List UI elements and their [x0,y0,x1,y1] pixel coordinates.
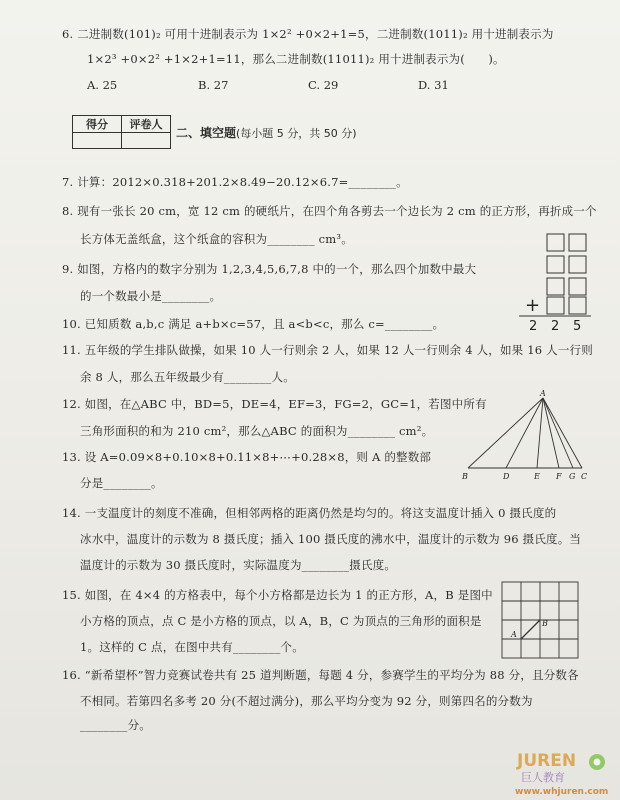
q14-line1: 14. 一支温度计的刻度不准确，但相邻两格的距离仍然是均匀的。将这支温度计插入 0 摄氏度的 [62,506,557,520]
q12-label-f: F [556,472,562,481]
q12-label-b: B [462,472,468,481]
q12-line1: 12. 如图，在△ABC 中，BD=5，DE=4，EF=3，FG=2，GC=1，若图中所有 [62,397,487,411]
watermark-brand: JUREN [517,751,577,771]
q9-line2: 的一个数最小是________。 [80,289,222,303]
q16-line2: 不相同。若第四名多考 20 分(不超过满分)，那么平均分变为 92 分，则第四名的分数为 [80,694,533,708]
section-note: (每小题 5 分，共 50 分) [236,127,357,140]
q15-grid-figure [500,580,582,662]
section-heading [176,124,357,141]
q15-line1: 15. 如图，在 4×4 的方格表中，每个小方格都是边长为 1 的正方形，A，B 是图中 [62,588,493,602]
q12-triangle-figure [460,390,590,482]
q8-line1: 8. 现有一张长 20 cm，宽 12 cm 的硬纸片，在四个角各剪去一个边长为 2 cm 的正方形，再折成一个 [62,204,597,218]
q12-label-g: G [569,472,576,481]
score-cell [73,133,122,149]
q15-line3: 1。这样的 C 点，在图中共有________个。 [80,640,304,654]
q13-line2: 分是________。 [80,476,163,490]
q9-plus-sign: + [525,295,541,316]
score-label: 得分 [73,116,122,133]
section-title: 二、填空题 [176,126,237,140]
q15-label-b: B [542,619,548,628]
q9-line1: 9. 如图，方格内的数字分别为 1,2,3,4,5,6,7,8 中的一个，那么四个加数中最大 [62,262,477,276]
q15-label-a: A [511,630,517,639]
q6-line2: 1×2³ +0×2² +1×2+1=11，那么二进制数(11011)₂ 用十进制表示为( )。 [87,52,505,66]
q12-label-e: E [534,472,540,481]
score-box [72,115,171,149]
q7: 7. 计算：2012×0.318+201.2×8.49−20.12×6.7=________。 [62,175,408,189]
q14-line2: 冰水中，温度计的示数为 8 摄氏度；插入 100 摄氏度的沸水中，温度计的示数为 96 摄氏度。当 [80,532,582,546]
q12-line2: 三角形面积的和为 210 cm²，那么△ABC 的面积为________ cm²。 [80,424,434,438]
q6-option-c: C. 29 [308,78,339,92]
q15-line2: 小方格的顶点，点 C 是小方格的顶点，以 A，B，C 为顶点的三角形的面积是 [80,614,482,628]
q16-line3: ________分。 [80,718,151,732]
grader-label: 评卷人 [122,116,171,133]
q6-option-a: A. 25 [87,78,118,92]
q9-sum-digit-3: 5 [573,319,582,334]
q12-label-c: C [581,472,588,481]
q9-sum-digit-1: 2 [529,319,538,334]
q13-line1: 13. 设 A=0.09×8+0.10×8+0.11×8+⋯+0.28×8，则 A 的整数部 [62,450,432,464]
q14-line3: 温度计的示数为 30 摄氏度时，实际温度为________摄氏度。 [80,558,397,572]
q6-option-b: B. 27 [198,78,229,92]
q6-line1: 6. 二进制数(101)₂ 可用十进制表示为 1×2² +0×2+1=5，二进制数(1011)₂ 用十进制表示为 [62,27,554,41]
q12-label-a: A [540,389,546,398]
q9-addition-figure [515,232,595,332]
grader-cell [122,133,171,149]
q8-line2: 长方体无盖纸盒，这个纸盒的容积为________ cm³。 [80,232,353,246]
q12-label-d: D [503,472,510,481]
watermark-url: www.whjuren.com [515,787,609,797]
q16-line1: 16. “新希望杯”智力竞赛试卷共有 25 道判断题，每题 4 分，参赛学生的平均分为 88 分，且分数各 [62,668,579,682]
watermark-cn: 巨人教育 [521,771,565,784]
q9-sum-digit-2: 2 [551,319,560,334]
q6-option-d: D. 31 [418,78,449,92]
q11-line1: 11. 五年级的学生排队做操，如果 10 人一行则余 2 人，如果 12 人一行则余 4 人，如果 16 人一行则 [62,343,593,357]
juren-logo [515,748,615,798]
q10: 10. 已知质数 a,b,c 满足 a+b×c=57，且 a<b<c，那么 c=________。 [62,317,445,331]
q11-line2: 余 8 人，那么五年级最少有________人。 [80,370,295,384]
